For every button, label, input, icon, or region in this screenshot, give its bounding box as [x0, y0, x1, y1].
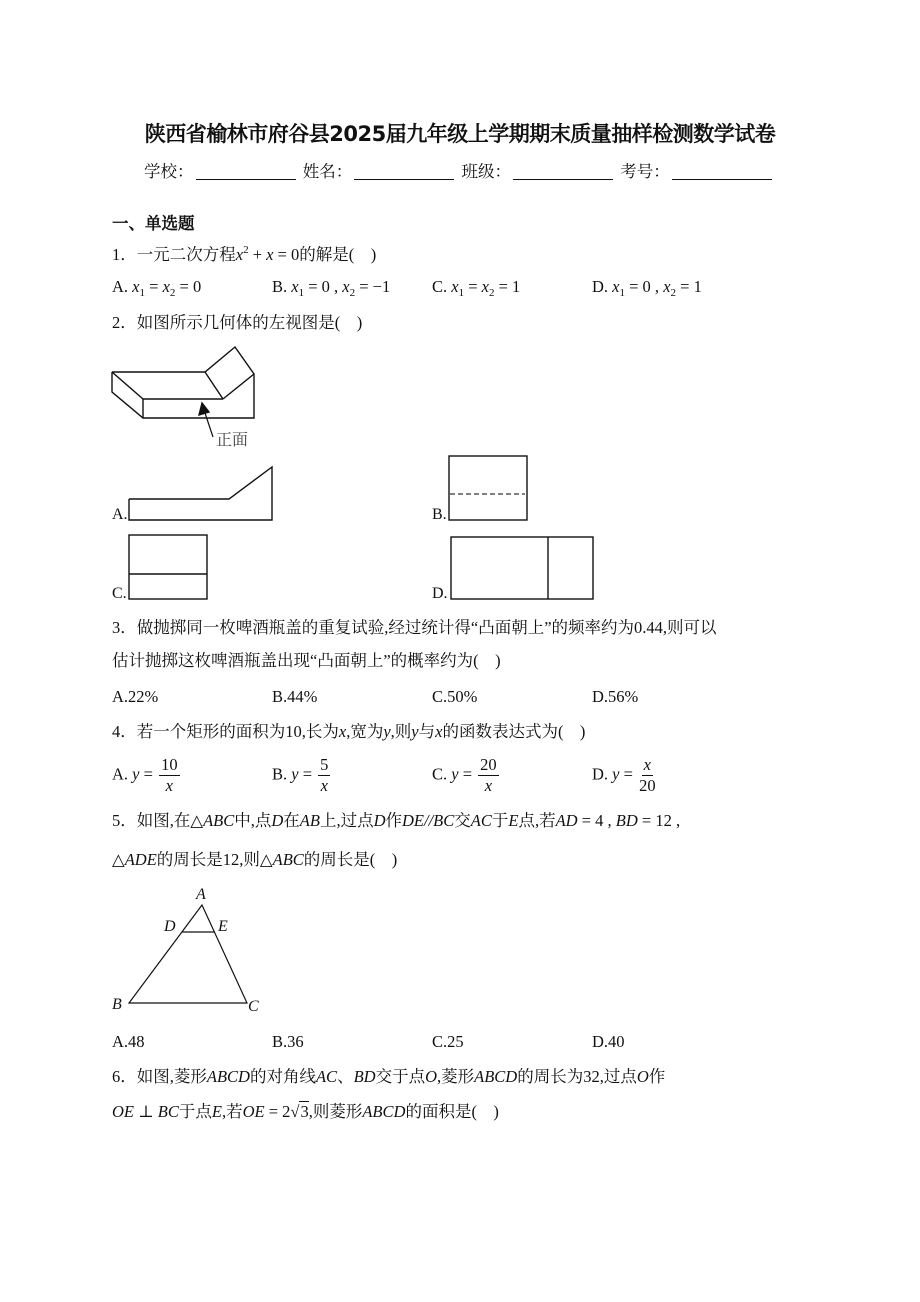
math-var: ABC — [272, 850, 304, 869]
subscript: 1 — [298, 287, 305, 299]
text: 、 — [337, 1067, 354, 1086]
text: D. — [592, 277, 613, 296]
math-var: E — [211, 1102, 222, 1121]
math-var: OE — [242, 1102, 265, 1121]
math-var: x — [338, 722, 347, 741]
math-var: x — [320, 776, 328, 795]
math-var: x — [266, 245, 274, 264]
math-text: = — [145, 277, 163, 296]
text: 上,过点 — [319, 811, 374, 830]
math-var: y — [132, 764, 140, 784]
text: ,菱形 — [436, 1067, 475, 1086]
text: 在 — [283, 811, 300, 830]
text: 的周长为32,过点 — [517, 1067, 637, 1086]
text: C. — [432, 277, 452, 296]
math-var: x — [435, 722, 443, 741]
math-var: ABC — [203, 811, 235, 830]
radical-icon: √ — [290, 1102, 300, 1121]
math-var: y — [291, 764, 299, 784]
math-text: = 1 — [676, 277, 702, 296]
subscript: 2 — [169, 287, 176, 299]
subscript: 2 — [670, 287, 677, 299]
math-var: DE//BC — [402, 811, 455, 830]
vertex-b-label: B — [112, 996, 122, 1013]
option-d-figure — [451, 537, 593, 599]
math-var: BD — [353, 1067, 376, 1086]
option-c-figure — [129, 535, 207, 599]
text: A. — [112, 764, 133, 784]
q2-option-b[interactable]: B. — [432, 506, 447, 523]
text: ,则菱形 — [308, 1102, 363, 1121]
text: 的解是( ) — [299, 245, 377, 264]
math-text: = 12 , — [637, 811, 681, 830]
subscript: 2 — [488, 287, 495, 299]
text: 的周长是12,则△ — [156, 850, 273, 869]
triangle-abc-figure — [129, 905, 247, 1003]
math-var: y — [411, 722, 419, 741]
math-var: ABCD — [362, 1102, 406, 1121]
text: 作 — [648, 1067, 666, 1086]
math-var: x — [165, 776, 173, 795]
front-label: 正面 — [216, 430, 249, 449]
solid-3d-figure — [112, 347, 254, 418]
math-var: x — [451, 277, 459, 296]
text: 的面积是( ) — [405, 1102, 499, 1121]
text: 估计抛掷这枚啤酒瓶盖出现“凸面朝上”的概率约为( ) — [112, 651, 501, 670]
text: C.50% — [432, 687, 478, 706]
math-var: x — [643, 755, 651, 774]
math-var: y — [383, 722, 391, 741]
text: 中,点 — [234, 811, 272, 830]
vertex-c-label: C — [248, 998, 259, 1015]
text: 于 — [491, 811, 509, 830]
text: 的函数表达式为( ) — [442, 722, 586, 741]
vertex-e-label: E — [218, 918, 228, 935]
text: 与 — [418, 722, 436, 741]
math-text: = — [619, 764, 638, 784]
radicand: 3 — [300, 1102, 309, 1121]
math-text: = 4 , — [577, 811, 616, 830]
superscript: 2 — [243, 244, 249, 256]
text: 2．如图所示几何体的左视图是( ) — [112, 313, 363, 332]
text: ,若 — [221, 1102, 243, 1121]
section-heading: 一、单选题 — [112, 214, 195, 233]
text: 点,若 — [518, 811, 556, 830]
exam-number-label: 考号： — [620, 162, 670, 181]
math-text: = 0 , — [625, 277, 664, 296]
text: A.48 — [112, 1032, 145, 1051]
text: ,则 — [390, 722, 412, 741]
subscript: 1 — [619, 287, 625, 299]
math-text: ⊥ — [134, 1102, 158, 1121]
text: 的对角线 — [249, 1067, 316, 1086]
math-var: D — [271, 811, 284, 830]
text: 交 — [454, 811, 471, 830]
vertex-a-label: A — [196, 886, 206, 903]
text: C. — [432, 764, 452, 784]
math-var: ABCD — [206, 1067, 250, 1086]
math-var: ABCD — [474, 1067, 518, 1086]
text: D.56% — [592, 687, 639, 706]
text: 的周长是( ) — [303, 850, 398, 869]
text: B.44% — [272, 687, 318, 706]
math-var: x — [612, 277, 620, 296]
math-text: 20 — [639, 776, 656, 795]
math-var: x — [235, 245, 244, 264]
math-var: O — [425, 1067, 437, 1086]
text: △ — [112, 850, 125, 869]
math-var: x — [342, 277, 350, 296]
math-var: AC — [470, 811, 492, 830]
text: D.40 — [592, 1032, 625, 1051]
subscript: 1 — [458, 287, 465, 299]
math-var: E — [508, 811, 519, 830]
option-a-figure — [129, 467, 272, 520]
math-var: y — [451, 764, 459, 784]
math-text: = 0 — [273, 245, 300, 264]
text: B.36 — [272, 1032, 304, 1051]
math-var: y — [612, 764, 620, 784]
text: B. — [272, 764, 292, 784]
math-var: x — [132, 277, 140, 296]
text: 3．做抛掷同一枚啤酒瓶盖的重复试验,经过统计得“凸面朝上”的频率约为0.44,则可以 — [112, 618, 717, 637]
math-text: + — [248, 245, 267, 264]
math-var: O — [636, 1067, 649, 1086]
math-var: OE — [112, 1102, 134, 1121]
math-text: = 0 — [175, 277, 202, 296]
math-text: = — [298, 764, 317, 784]
math-var: BC — [157, 1102, 179, 1121]
math-text: 10 — [161, 755, 178, 774]
math-text: 20 — [480, 755, 497, 774]
math-var: x — [162, 277, 170, 296]
math-var: x — [291, 277, 299, 296]
math-text: = — [464, 277, 482, 296]
name-label: 姓名： — [302, 162, 353, 181]
text: 4．若一个矩形的面积为10,长为 — [112, 722, 339, 741]
text: 交于点 — [375, 1067, 426, 1086]
text: A. — [112, 277, 133, 296]
q2-option-d[interactable]: D. — [432, 585, 448, 602]
text: 作 — [385, 811, 403, 830]
text: 于点 — [178, 1102, 212, 1121]
math-text: 5 — [320, 755, 329, 774]
text: B. — [272, 277, 292, 296]
math-var: D — [373, 811, 386, 830]
math-var: AD — [555, 811, 578, 830]
math-var: x — [481, 277, 489, 296]
math-var: ADE — [124, 850, 157, 869]
vertex-d-label: D — [164, 918, 176, 935]
text: C.25 — [432, 1032, 464, 1051]
math-text: = — [139, 764, 158, 784]
text: A.22% — [112, 687, 159, 706]
front-arrow-icon — [199, 403, 213, 437]
page-title: 陕西省榆林市府谷县2025届九年级上学期期末质量抽样检测数学试卷 — [144, 122, 776, 146]
text: 5．如图,在△ — [112, 811, 204, 830]
subscript: 2 — [349, 287, 356, 299]
option-b-figure — [449, 456, 527, 520]
math-text: = 2 — [264, 1102, 291, 1121]
text: 1．一元二次方程 — [112, 245, 236, 264]
class-label: 班级： — [461, 162, 511, 181]
text: 6．如图,菱形 — [112, 1067, 207, 1086]
math-var: AC — [315, 1067, 338, 1086]
text: D. — [592, 764, 613, 784]
math-var: x — [663, 277, 671, 296]
text: ,宽为 — [346, 722, 384, 741]
math-var: AB — [299, 811, 320, 830]
school-label: 学校： — [144, 162, 194, 181]
math-text: = — [458, 764, 477, 784]
math-text: = 1 — [494, 277, 521, 296]
math-text: = −1 — [355, 277, 391, 296]
math-var: BD — [615, 811, 638, 830]
math-var: x — [484, 776, 493, 795]
q2-option-a[interactable]: A. — [112, 506, 128, 523]
subscript: 1 — [139, 287, 145, 299]
q2-option-c[interactable]: C. — [112, 585, 127, 602]
math-text: = 0 , — [304, 277, 343, 296]
